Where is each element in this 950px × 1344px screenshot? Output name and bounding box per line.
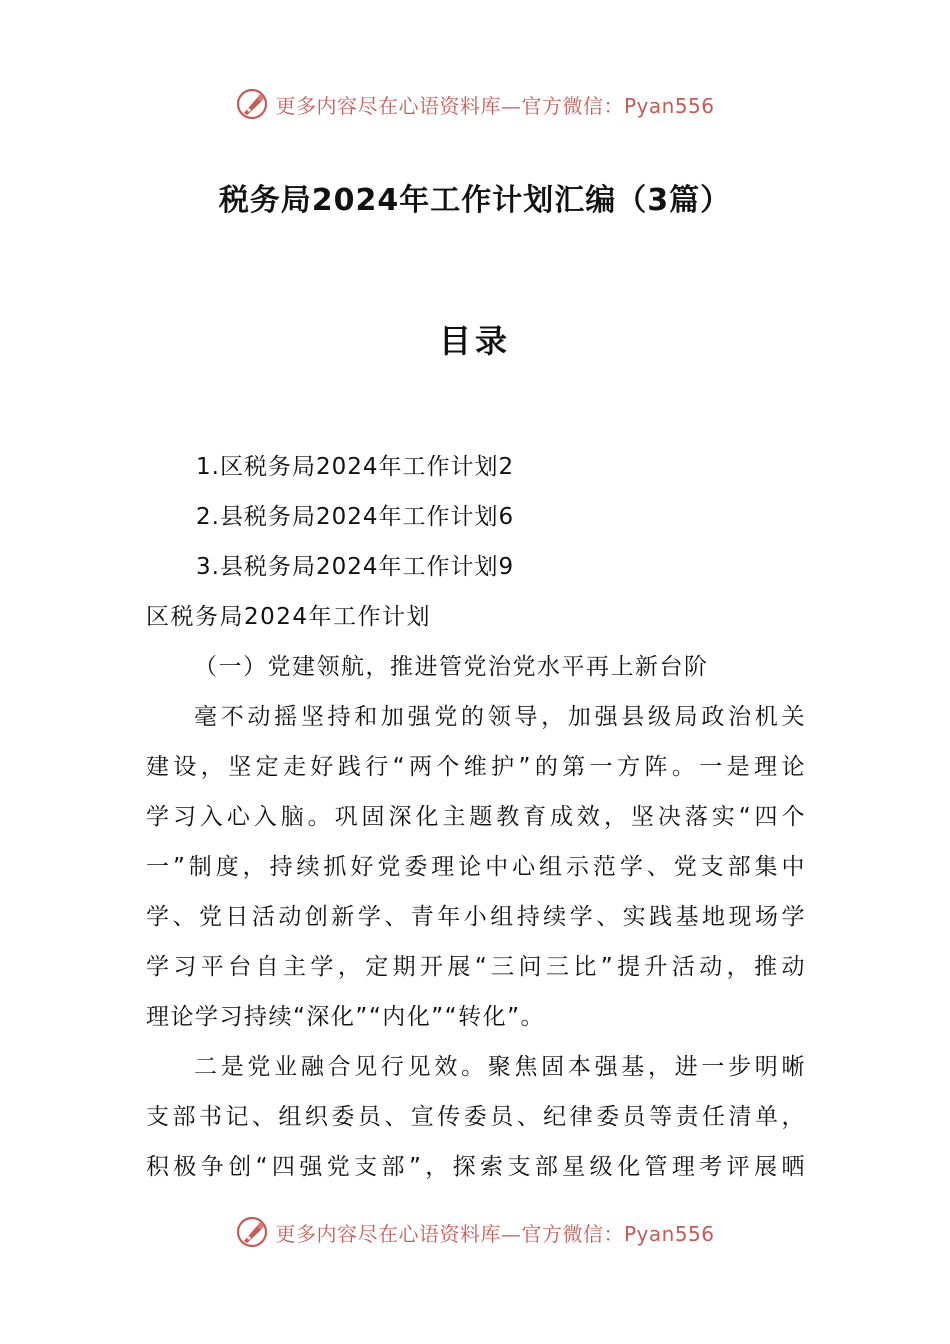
pen-nib-logo-icon	[235, 87, 269, 121]
toc-item[interactable]: 3.县税务局2024年工作计划9	[196, 554, 515, 580]
watermark-text	[275, 1218, 714, 1247]
table-of-contents	[196, 447, 514, 597]
footer-watermark	[0, 1212, 950, 1252]
toc-heading: 目录	[438, 322, 511, 360]
subheading: （一）党建领航，推进管党治党水平再上新台阶	[194, 654, 709, 680]
paragraph-line: 学、党日活动创新学、青年小组持续学、实践基地现场学	[146, 904, 806, 930]
watermark-wechat-id: Pyan556	[623, 93, 715, 118]
watermark-text	[275, 90, 714, 119]
paragraph-line: 建设，坚定走好践行“两个维护”的第一方阵。一是理论	[146, 754, 806, 780]
paragraph-line: 毫不动摇坚持和加强党的领导，加强县级局政治机关	[194, 704, 806, 730]
section-title: 区税务局2024年工作计划	[146, 604, 432, 630]
header-watermark	[0, 84, 950, 124]
paragraph-line: 学习入心入脑。巩固深化主题教育成效，坚决落实“四个	[146, 804, 806, 830]
paragraph-line: 一”制度，持续抓好党委理论中心组示范学、党支部集中	[146, 854, 806, 880]
document-body	[146, 597, 806, 1197]
paragraph-line: 积极争创“四强党支部”，探索支部星级化管理考评展晒	[146, 1154, 806, 1180]
watermark-caption: 更多内容尽在心语资料库—官方微信：	[275, 93, 624, 118]
pen-nib-logo-icon	[235, 1215, 269, 1249]
toc-item[interactable]: 1.区税务局2024年工作计划2	[196, 454, 515, 480]
paragraph-line: 理论学习持续“深化”“内化”“转化”。	[146, 1004, 545, 1030]
paragraph-line: 二是党业融合见行见效。聚焦固本强基，进一步明晰	[194, 1054, 806, 1080]
document-title: 税务局2024年工作计划汇编（3篇）	[218, 183, 732, 218]
paragraph-line: 学习平台自主学，定期开展“三问三比”提升活动，推动	[146, 954, 806, 980]
toc-item[interactable]: 2.县税务局2024年工作计划6	[196, 504, 515, 530]
watermark-wechat-id: Pyan556	[623, 1221, 715, 1246]
paragraph-line: 支部书记、组织委员、宣传委员、纪律委员等责任清单，	[146, 1104, 806, 1130]
watermark-caption: 更多内容尽在心语资料库—官方微信：	[275, 1221, 624, 1246]
